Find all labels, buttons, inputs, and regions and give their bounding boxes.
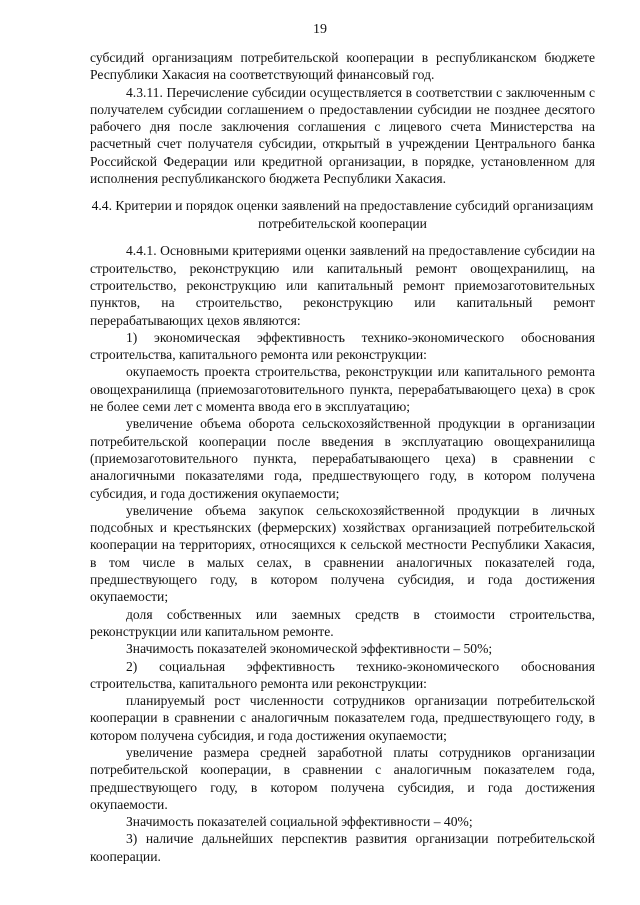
- section-heading-4-4: 4.4. Критерии и порядок оценки заявлений на предоставление субсидий организациям потребительской кооперации: [91, 198, 594, 231]
- criterion-social: 2) социальная эффективность технико-экономического обоснования строительства, капитального ремонта или реконструкции:: [90, 658, 595, 691]
- indicator-purchases: увеличение объема закупок сельскохозяйственной продукции в личных подсобных и крестьянских (фермерских) хозяйствах организацией потребительской кооперации на территориях, относящихся к сельской местности Республики Хакасия, в том числе в малых селах, в сравнении аналогичных показателей года, предшествующего году, в котором получена субсидия, и года достижения окупаемости;: [90, 502, 595, 605]
- page-number: 19: [313, 22, 327, 37]
- economic-weight: Значимость показателей экономической эффективности – 50%;: [126, 641, 493, 657]
- indicator-salary: увеличение размера средней заработной платы сотрудников организации потребительской кооперации, в сравнении с аналогичным показателем года, предшествующего году, в котором получена субсидия, и года достижения окупаемости.: [90, 744, 595, 812]
- paragraph-4-3-11: 4.3.11. Перечисление субсидии осуществляется в соответствии с заключенным с получателем субсидии соглашением о предоставлении субсидии не позднее десятого рабочего дня после заключения соглашения с лицевого счета Министерства на расчетный счет получателя субсидии, открытый в учреждении Центрального банка Российской Федерации или кредитной организации, в порядке, установленном для исполнения республиканского бюджета Республики Хакасия.: [90, 84, 595, 187]
- criterion-prospects: 3) наличие дальнейших перспектив развития организации потребительской кооперации.: [90, 831, 595, 864]
- criterion-economic: 1) экономическая эффективность технико-экономического обоснования строительства, капитального ремонта или реконструкции:: [90, 329, 595, 363]
- social-weight: Значимость показателей социальной эффективности – 40%;: [126, 814, 473, 830]
- indicator-staff-growth: планируемый рост численности сотрудников организации потребительской кооперации в сравнении с аналогичным показателем года, предшествующего году, в котором получена субсидия, и года достижения окупаемости;: [90, 693, 595, 743]
- indicator-turnover: увеличение объема оборота сельскохозяйственной продукции в организации потребительской кооперации после введения в эксплуатацию овощехранилища (приемозаготовительного пункта, перерабатывающего цеха) в сравнении с аналогичными показателями года, предшествующего году, в котором получена субсидия, и года достижения окупаемости;: [90, 416, 595, 501]
- indicator-payback: окупаемость проекта строительства, реконструкции или капитального ремонта овощехранилища (приемозаготовительного пункта, перерабатывающего цеха) в срок не более семи лет с момента ввода его в эксплуатацию;: [90, 364, 595, 415]
- paragraph-4-4-1: 4.4.1. Основными критериями оценки заявлений на предоставление субсидии на строительство, реконструкцию или капитальный ремонт овощехранилищ, на строительство, реконструкцию или капитальный ремонт приемозаготовительных пунктов, на строительство, реконструкцию или капитальный ремонт перерабатывающих цехов являются:: [90, 243, 595, 328]
- indicator-own-funds: доля собственных или заемных средств в стоимости строительства, реконструкции или капитальном ремонте.: [90, 606, 595, 639]
- document-body: [90, 49, 595, 865]
- paragraph-continuation: субсидий организациям потребительской кооперации в республиканском бюджете Республики Хакасия на соответствующий финансовый год.: [90, 50, 595, 83]
